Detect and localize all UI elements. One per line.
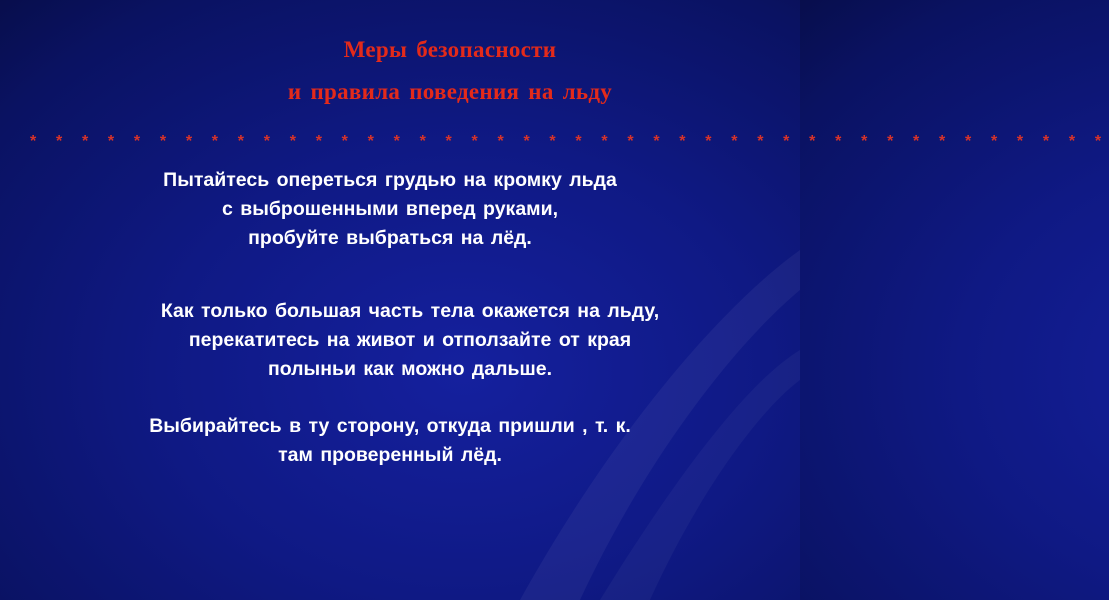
- slide-title-line-2: и правила поведения на льду: [287, 79, 613, 104]
- paragraph-2: [60, 297, 760, 384]
- paragraph-1-line-3: пробуйте выбраться на лёд.: [248, 227, 532, 249]
- paragraph-3-line-1: Выбирайтесь в ту сторону, откуда пришли , т. к.: [149, 415, 631, 437]
- paragraph-2-line-1: Как только большая часть тела окажется на льду,: [160, 300, 660, 322]
- star-divider: * * * * * * * * * * * * * * * * * * * * * * * * * * * * * * * * * * * * * * * * * *: [30, 133, 1109, 150]
- paragraph-1-line-2: с выброшенными вперед руками,: [221, 198, 558, 220]
- paragraph-1: [60, 166, 720, 253]
- paragraph-2-line-2: перекатитесь на живот и отползайте от края: [188, 329, 632, 351]
- paragraph-1-line-1: Пытайтесь опереться грудью на кромку льда: [163, 169, 617, 191]
- paragraph-3-line-2: там проверенный лёд.: [278, 444, 502, 466]
- paragraph-2-line-3: полыньи как можно дальше.: [267, 358, 553, 380]
- slide-title-line-1: Меры безопасности: [343, 37, 557, 62]
- paragraph-3: [60, 412, 720, 470]
